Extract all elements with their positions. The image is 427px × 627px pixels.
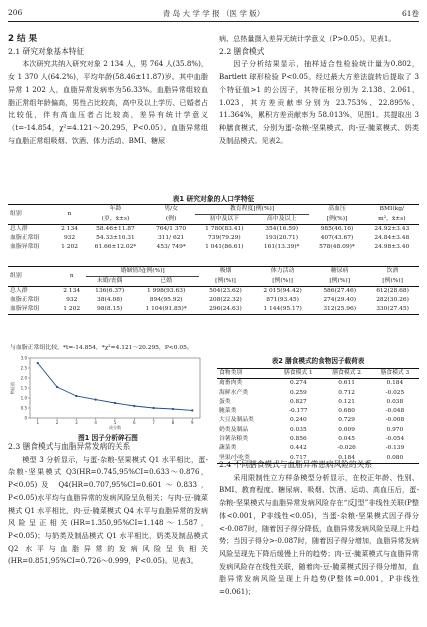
table-row (217, 379, 419, 389)
t1-h-sex: 男/女 (164, 206, 178, 213)
t2-cell: 0.080 (386, 454, 404, 461)
t1-h-htn-unit: [例(%)] (326, 215, 348, 222)
t1-cell: 330(27.45) (376, 306, 409, 312)
table-row (217, 426, 419, 435)
t2-cell: 0.045 (338, 436, 355, 443)
t1-h2-group: 组别 (10, 273, 22, 279)
t1-h-sex-unit: (例) (165, 215, 177, 222)
x-tick-label: 1 (36, 420, 40, 425)
t1-h2-activity: 体力活动 (270, 268, 295, 275)
subsection-2-1-title: 2.1 研究对象基本特征 (8, 46, 85, 56)
t1-h-edu: 教育程度[例(%)] (195, 205, 310, 215)
t1-cell: 136(6.37) (95, 288, 125, 294)
t2-cell: 奶类及制品 (219, 426, 248, 433)
t2-cell: 坚果/小吃类 (219, 454, 250, 461)
t1-cell: 312(25.96) (323, 306, 357, 312)
t2-cell: 0.121 (338, 398, 355, 405)
t1-h2-unmarried: 未婚/丧偶 (96, 278, 123, 284)
t1-cell: 1 041(86.61) (205, 244, 244, 250)
data-point (75, 395, 77, 397)
t2-cell: 0.712 (338, 389, 355, 396)
t2-cell: 蔬菜类 (219, 445, 237, 452)
t1-cell: 血脂异常组 (10, 244, 40, 250)
t2-cell: 蛋类 (219, 398, 231, 405)
right-column-top (219, 33, 419, 147)
t2-header-cell: 膳食模式 3 (380, 370, 410, 376)
t1-cell: 1 104(91.85)* (145, 306, 187, 312)
t1-cell: 504(23.62) (209, 288, 242, 294)
table-row (8, 234, 419, 243)
table2-title: 表2 膳食模式的食物因子载荷表 (271, 357, 365, 365)
t1-cell: 54.33±10.31 (96, 235, 135, 241)
t2-cell: 0.729 (338, 417, 355, 424)
t1-h-bmi-unit: m²，x̄±s) (378, 215, 406, 222)
t1-cell: 208(22.32) (209, 297, 242, 303)
table2 (217, 368, 419, 464)
t1-h2-n: n (69, 273, 74, 279)
subsection-2-4-title: 2.4 不同膳食模式与血脂异常患病风险的关系 (219, 460, 373, 469)
t2-cell: 0.184 (338, 454, 355, 461)
table1-part1 (8, 204, 419, 252)
data-point (95, 399, 97, 401)
t1-cell: 894(95.92) (149, 297, 183, 303)
data-point (153, 407, 155, 409)
t2-header-cell: 膳食模式 2 (332, 370, 361, 376)
t1-cell: 38(4.08) (97, 297, 123, 303)
t2-cell: 0.035 (290, 426, 307, 433)
t2-cell: 0.717 (290, 454, 307, 461)
subsection-2-3-title: 2.3 膳食模式与血脂异常发病的关系 (8, 442, 131, 451)
t1-cell: 1 144(95.17) (263, 306, 302, 312)
t2-cell: 0.827 (290, 398, 307, 405)
t1-h-age-unit: (岁，x̄±s) (101, 215, 130, 222)
t2-cell: 腌菜类 (219, 408, 237, 415)
table-row (217, 435, 419, 444)
t1-cell: 1 202 (61, 244, 78, 250)
y-tick-label: 2.0 (20, 375, 27, 381)
t1-cell: 282(30.26) (376, 297, 409, 303)
x-tick-label: 2 (55, 420, 59, 425)
data-point (172, 408, 174, 410)
y-tick-label: 0.5 (20, 405, 27, 411)
t1-cell: 161(13.39)* (263, 244, 300, 250)
t2-cell: 大豆及制品类 (219, 417, 254, 424)
t1-cell: 578(48.09)* (319, 244, 355, 250)
t2-cell: 0.009 (338, 426, 355, 433)
t1-cell: 932 (63, 235, 76, 241)
t1-cell: 24.98±3.40 (374, 244, 410, 250)
t2-cell: 0.680 (338, 408, 355, 415)
t1-h-n: n (67, 211, 72, 217)
y-axis-label: 特征值 (10, 382, 15, 394)
t1-h2-diabetes: 糖尿病 (330, 268, 349, 275)
t1-cell: 739(79.29) (207, 235, 241, 241)
t1-cell: 98(8.15) (97, 306, 123, 312)
x-tick-label: 4 (94, 420, 97, 425)
t1-h2-diabetes-unit: [例(%)] (329, 277, 351, 284)
table-row (8, 243, 419, 252)
y-tick-label: 1.5 (20, 385, 27, 391)
t2-cell: -0.008 (385, 417, 405, 424)
y-tick-label: 0 (24, 415, 27, 421)
t2-cell: -0.048 (385, 408, 405, 415)
t1-h2-activity-unit: [例(%)] (272, 277, 293, 284)
data-point (133, 405, 135, 407)
t1-h-bmi: BMI(kg/ (379, 206, 404, 213)
x-tick-label: 5 (113, 420, 117, 425)
t1-cell: 总人群 (10, 226, 28, 232)
t2-cell: 0.038 (386, 398, 404, 405)
t1-cell: 2 134 (61, 226, 78, 232)
y-tick-label: 3.0 (20, 355, 27, 361)
t2-cell: -0.026 (337, 445, 356, 452)
t2-cell: 谷薯杂粮类 (219, 436, 248, 443)
data-point (191, 409, 193, 411)
t1-cell: 274(29.40) (323, 297, 357, 303)
y-tick-label: 2.5 (20, 365, 27, 371)
table1-title: 表1 研究对象的人口学特征 (172, 195, 255, 203)
x-tick-label: 3 (75, 420, 78, 425)
left-column-bottom (8, 441, 208, 568)
table-row (217, 407, 419, 416)
table-row (217, 389, 419, 398)
t1-h2-drink: 饮酒 (386, 268, 399, 275)
t1-cell: 311/ 621 (157, 235, 185, 241)
table-row (217, 444, 419, 453)
header-rule (8, 21, 419, 22)
t2-cell: 0.611 (338, 380, 355, 387)
t1-cell: 血脂正常组 (10, 235, 40, 241)
t1-h2-smoke: 吸烟 (219, 268, 232, 275)
t1-cell: 764/1 370 (156, 226, 187, 232)
continued-text: 病、总热量摄入差异无统计学意义（P>0.05）。见表1。 (219, 34, 396, 43)
t2-cell: 禽畜肉类 (219, 380, 243, 387)
t2-cell: 0.856 (290, 436, 307, 443)
table-row (217, 398, 419, 407)
t1-h2-marital: 婚姻情况[例(%)] (86, 267, 199, 277)
data-point (37, 362, 39, 364)
t2-cell: -0.177 (289, 408, 308, 415)
right-column-bottom (219, 459, 419, 599)
t1-cell: 1 780(83.41) (205, 226, 244, 232)
t2-cell: 0.442 (290, 445, 307, 452)
journal-title: 青 岛 大 学 学 报 （医 学 版） (162, 9, 265, 18)
t1-h2-drink-unit: [例(%)] (382, 277, 403, 284)
t2-cell: -0.025 (385, 389, 405, 396)
section-title: 2 结 果 (8, 34, 38, 44)
data-point (56, 386, 58, 388)
results-paragraph-2-3: 模型 3 分析显示，与蛋-杂粮-坚果模式 Q1 水平相比，蛋-杂粮-坚果模式 Q3(HR=0.745,95%CI=0.633～0.876，P<0.05)及 Q4(HR=0.707,95%CI=0.601～0.833，P<0.05)水平均与血脂异常的发病风险呈负相关；与肉-豆-腌菜模式 Q1 水平相比，肉-豆-腌菜模式 Q4 水平与血脂异常的发病风险呈正相关(HR=1.350,95%CI=1.148～1.587，P<0.05)；与奶类及制品模式 Q1 水平相比，奶类及制品模式 Q2 水平与血脂异常的发病风险呈负相关(HR=0.851,95%CI=0.726～0.999，P<0.05)。见表3。 (8, 454, 208, 566)
results-paragraph-2-2: 因子分析结果显示，抽样适合性检验统计量为0.802，Bartlett 球形检验 P<0.05。经过最大方差法旋转后提取了 3 个特征值>1 的公因子，其特征根分别为 2.138、2.061、1.023，其方差贡献率分别为 23.753%、22.895%、11.364%，累积方差贡献率为 58.013%，见图1。共提取出 3 种膳食模式，分别为蛋-杂粮-坚果模式、肉-豆-腌菜模式、奶类及制品模式。见表2。 (219, 59, 419, 145)
t1-cell: 407(43.67) (320, 235, 354, 241)
t1-cell: 总人群 (10, 288, 28, 294)
t1-h-age: 年龄 (109, 206, 122, 213)
t1-cell: 932 (66, 297, 78, 303)
table-row (8, 305, 419, 315)
scree-plot (8, 352, 208, 430)
table-row (8, 287, 419, 297)
t2-cell: -0.054 (385, 436, 405, 443)
x-tick-label: 9 (190, 420, 194, 425)
t2-cell: 海鲜水产类 (219, 389, 248, 396)
y-tick-label: 1.0 (20, 395, 27, 401)
t1-cell: 193(20.71) (265, 235, 299, 241)
t1-cell: 1 202 (63, 306, 81, 312)
results-paragraph-2-1: 本次研究共纳入研究对象 2 134 人，男 764 人(35.8%)，女 1 370 人(64.2%)，平均年龄(58.46±11.87)岁。其中血脂异常 1 202 人，血脂异常发病率为56.33%。血脂异常组较血脂正常组年龄偏高，男性占比较高，高中及以上学历、已婚者占比较低，伴有高血压者占比较高，差异有统计学意义（t=-14.854，χ²=4.121～20.295，P<0.05）。血脂异常组与血脂正常组吸烟、饮酒、体力活动、BMI、糖尿 (8, 59, 208, 145)
page-number: 206 (8, 8, 23, 17)
t1-cell: 871(93.45) (266, 297, 299, 303)
table-row (8, 296, 419, 305)
left-column-top (8, 33, 208, 147)
t1-cell: 453/ 749* (156, 244, 186, 250)
t2-cell: 0.259 (290, 389, 307, 396)
results-paragraph-2-4: 采用限制性立方样条模型分析显示，在校正年龄、性别、BMI、教育程度、糖尿病、吸烟、饮酒、运动、高血压后，蛋-杂粮-坚果模式与血脂异常发病风险存在“反J型”非线性关联(P整体<0.001，P非线性<0.05)，当蛋-杂粮-坚果模式因子得分<-0.087时，随着因子得分降低，血脂异常发病风险呈现上升趋势；当因子得分>-0.087时，随着因子得分增加，血脂异常发病风险呈现先下降后缓慢上升的趋势；肉-豆-腌菜模式与血脂异常发病风险存在线性关联，随着肉-豆-腌菜模式因子得分增加，血脂异常发病风险呈现上升趋势(P整体=0.001，P非线性=0.061)； (219, 472, 419, 597)
t1-cell: 2 015(94.42) (263, 288, 302, 294)
x-tick-label: 7 (152, 420, 155, 425)
t1-cell: 24.84±3.48 (374, 235, 410, 241)
data-point (114, 402, 116, 404)
subsection-2-2-title: 2.2 膳食模式 (219, 46, 265, 56)
t1-cell: 24.92±3.43 (374, 226, 410, 232)
t1-h-group: 组别 (10, 211, 22, 217)
t1-cell: 985(46.16) (320, 226, 354, 232)
t1-cell: 296(24.63) (209, 306, 242, 312)
x-tick-label: 8 (171, 420, 175, 425)
t1-cell: 血脂正常组 (10, 297, 40, 303)
t1-cell: 61.66±12.02* (94, 244, 137, 250)
table1-part2 (8, 266, 419, 315)
x-axis-label: 成分数 (109, 425, 121, 430)
t1-h2-married: 已婚 (160, 278, 173, 284)
t1-h-edu-high: 高中及以上 (266, 216, 297, 222)
t2-header-cell: 食物类别 (219, 370, 243, 376)
t1-h2-smoke-unit: [例(%)] (215, 277, 236, 284)
t2-cell: 0.240 (290, 417, 307, 424)
t2-cell: -0.139 (385, 445, 405, 452)
t1-h-edu-low: 初中及以下 (209, 216, 240, 222)
x-tick-label: 6 (133, 420, 136, 425)
t1-cell: 586(27.46) (323, 288, 357, 294)
t1-cell: 血脂异常组 (10, 306, 40, 312)
table1-note: 与血脂正常组比较，*t=-14.854，*χ²=4.121～20.295，P<0.05。 (10, 345, 193, 351)
volume-label: 61卷 (401, 9, 419, 18)
t2-header-cell: 膳食模式 1 (283, 370, 313, 376)
t1-cell: 2 134 (63, 288, 81, 294)
figure1-caption: 图1 因子分析碎石图 (78, 434, 138, 442)
t1-cell: 1 998(93.63) (146, 288, 186, 294)
t2-cell: 0.274 (290, 380, 307, 387)
table-row (217, 416, 419, 425)
t1-cell: 612(28.68) (376, 288, 409, 294)
t2-cell: 0.184 (386, 380, 404, 387)
t1-cell: 58.46±11.87 (96, 226, 135, 232)
t1-h-htn: 高血压 (328, 206, 346, 213)
table-row (8, 225, 419, 235)
t2-cell: 0.970 (386, 426, 404, 433)
t1-cell: 354(16.59) (265, 226, 299, 232)
